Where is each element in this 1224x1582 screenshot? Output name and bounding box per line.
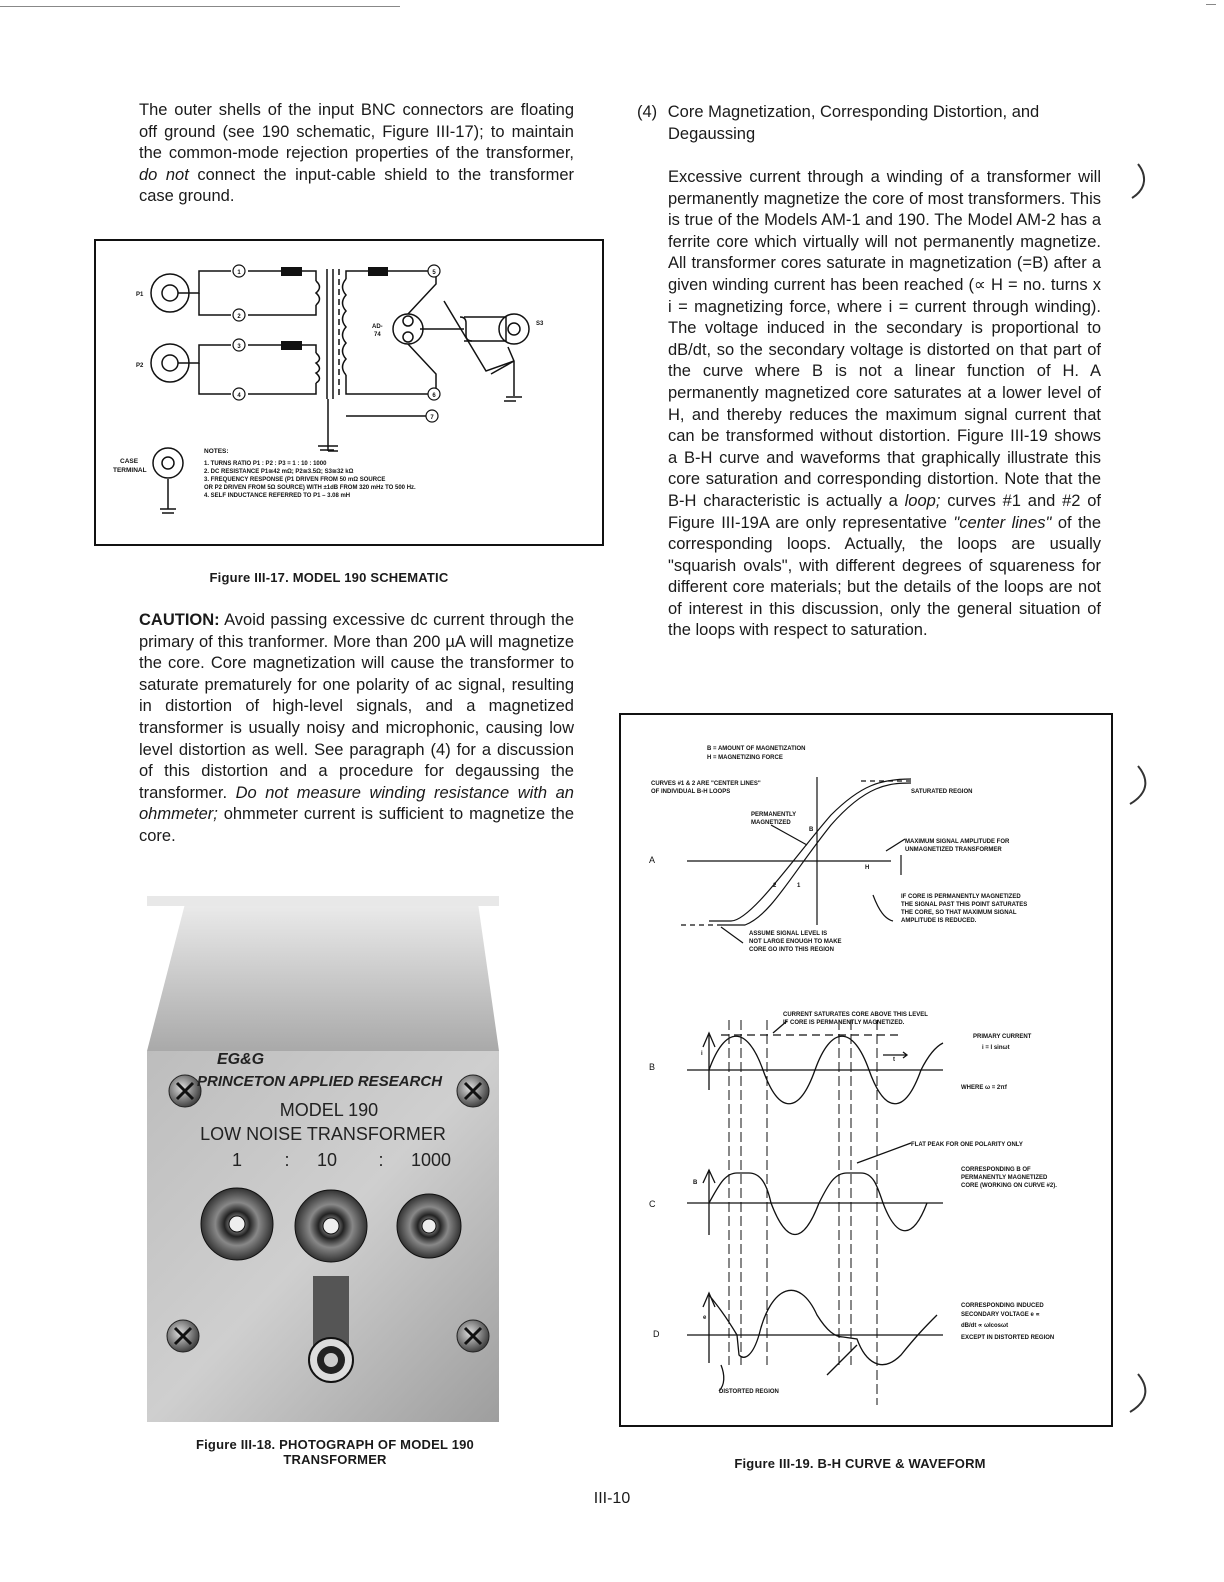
text-run: connect the input-cable shield to the transformer case ground. [139, 165, 575, 206]
assume-1: ASSUME SIGNAL LEVEL IS [749, 931, 828, 937]
e-axis-label: e [703, 1315, 707, 1321]
note-3b: OR P2 DRIVEN FROM 5Ω SOURCE) WITH ±1dB FROM 320 mHz TO 500 Hz. [204, 485, 416, 491]
p1-label: P1 [136, 292, 144, 298]
text-run: do not [139, 165, 189, 184]
section-heading [637, 102, 1107, 145]
note-1: 1. TURNS RATIO P1 : P2 : P3 = 1 : 10 : 1000 [204, 461, 327, 467]
text-run: The outer shells of the input BNC connectors are floating off ground (see 190 schematic, Figure III-17); to maintain the common-mode rejection properties of the transformer, [139, 101, 574, 163]
p2-label: P2 [136, 363, 144, 369]
if-core-3: THE CORE, SO THAT MAXIMUM SIGNAL [901, 910, 1017, 916]
panel-b: B [649, 1062, 656, 1072]
core-label-2: 74 [374, 332, 381, 338]
photo-ground-terminal [309, 1276, 353, 1382]
figure-17-schematic [94, 239, 604, 546]
if-core-4: AMPLITUDE IS REDUCED. [901, 918, 977, 924]
pin-5-label: 5 [432, 270, 436, 276]
primary-current-wave [687, 1021, 943, 1104]
schematic-drawing [96, 241, 602, 544]
figure-19-caption: Figure III-19. B-H CURVE & WAVEFORM [734, 1456, 986, 1471]
core-label: AD- [372, 324, 383, 330]
text-run: loop; [904, 491, 941, 510]
pin-4-label: 4 [237, 393, 241, 399]
photo-ratio-10: 10 [316, 1150, 338, 1170]
text-run: ohmmeter current is sufficient to magnetize the core. [139, 805, 574, 845]
margin-mark-1 [1124, 158, 1164, 208]
photo-brand: EG&G [217, 1051, 265, 1068]
top-right-mark [1206, 4, 1216, 5]
induced-voltage-wave [687, 1290, 943, 1391]
caution-paragraph [139, 610, 574, 848]
corresponding-b-2: PERMANENTLY MAGNETIZED [961, 1175, 1048, 1181]
photo-company: PRINCETON APPLIED RESEARCH [197, 1073, 443, 1090]
assume-3: CORE GO INTO THIS REGION [749, 947, 834, 953]
curve-2-label: 2 [773, 883, 777, 889]
corresponding-b-3: CORE (WORKING ON CURVE #2). [961, 1183, 1057, 1189]
pin-3-label: 3 [237, 344, 241, 350]
if-core-2: THE SIGNAL PAST THIS POINT SATURATES [901, 902, 1028, 908]
photo-product: LOW NOISE TRANSFORMER [200, 1124, 446, 1144]
photo-ratio-1: 1 [231, 1150, 243, 1170]
panel-a: A [649, 855, 656, 865]
axis-h-label: H [865, 865, 870, 871]
text-run: "center lines" [953, 513, 1052, 532]
curve-1-label: 1 [797, 883, 801, 889]
intro-paragraph [139, 100, 574, 208]
induced-1: CORRESPONDING INDUCED [961, 1303, 1044, 1309]
section-number: (4) [637, 103, 658, 121]
magnetized-label: MAGNETIZED [751, 820, 791, 826]
figure-18-caption-line-2: TRANSFORMER [283, 1452, 387, 1467]
text-run: CAUTION: [139, 611, 220, 629]
photo-ratio-1000: 1000 [410, 1150, 452, 1170]
max-signal-1: MAXIMUM SIGNAL AMPLITUDE FOR [905, 839, 1010, 845]
s3-label: S3 [536, 321, 544, 327]
figure-18-photo [147, 896, 499, 1422]
corresponding-b-1: CORRESPONDING B OF [961, 1167, 1031, 1173]
induced-4: EXCEPT IN DISTORTED REGION [961, 1335, 1055, 1341]
primary-current: PRIMARY CURRENT [973, 1034, 1032, 1040]
section-title-line-2: Degaussing [668, 124, 756, 143]
distorted-region: DISTORTED REGION [719, 1389, 779, 1395]
section-title-line-1: Core Magnetization, Corresponding Distortion, and [667, 103, 1040, 121]
pin-7-label: 7 [430, 415, 434, 421]
top-rule [0, 6, 400, 7]
figure-18-caption [150, 1437, 520, 1467]
legend-b: B = AMOUNT OF MAGNETIZATION [707, 746, 806, 752]
figure-18-caption-line-1: Figure III-18. PHOTOGRAPH OF MODEL 190 [195, 1437, 474, 1452]
curves-note-2: OF INDIVIDUAL B-H LOOPS [651, 789, 731, 795]
assume-2: NOT LARGE ENOUGH TO MAKE [749, 939, 842, 945]
legend-h: H = MAGNETIZING FORCE [707, 755, 783, 761]
figure-17-caption: Figure III-17. MODEL 190 SCHEMATIC [209, 570, 449, 585]
figure-19-bh-curve [619, 713, 1113, 1427]
saturated-region: SATURATED REGION [911, 789, 973, 795]
margin-mark-3 [1124, 1370, 1164, 1420]
text-run: Do not measure winding resistance with an ohmmeter; [139, 783, 574, 824]
pin-2-label: 2 [237, 314, 241, 320]
where-omega: WHERE ω = 2πf [961, 1085, 1007, 1091]
case-label: CASE [120, 458, 139, 465]
note-2: 2. DC RESISTANCE P1≅42 mΩ; P2≅3.5Ω; S3≅32 kΩ [204, 469, 354, 475]
note-3: 3. FREQUENCY RESPONSE (P1 DRIVEN FROM 50 mΩ SOURCE [204, 477, 386, 483]
corresponding-b-wave [687, 1143, 943, 1235]
max-signal-2: UNMAGNETIZED TRANSFORMER [905, 847, 1002, 853]
flat-peak: FLAT PEAK FOR ONE POLARITY ONLY [911, 1142, 1023, 1148]
i-axis-label: i [701, 1051, 703, 1057]
magnetization-paragraph [668, 167, 1101, 642]
text-run: curves #1 and #2 of Figure III-19A are only representative [668, 491, 1101, 532]
b-axis-label: B [693, 1180, 698, 1186]
terminal-label: TERMINAL [113, 467, 147, 474]
panel-d: D [653, 1329, 660, 1339]
induced-3: dB/dt ∝ ωIcosωt [961, 1323, 1009, 1329]
photo-model: MODEL 190 [279, 1100, 379, 1120]
photo-ratio-sep-2: : [378, 1150, 384, 1170]
notes-title: NOTES: [204, 448, 229, 455]
text-run: Avoid passing excessive dc current through the primary of this tranformer. More than 200 µA will magnetize the core. Core magnetization will cause the transformer to saturate prematurely for one polarity of ac signal, resulting in distortion of high-level signals, and a magnetized transformer is usually noisy and microphonic, causing low level distortion as well. See paragraph (4) for a discussion of this distortion and a procedure for degaussing the transformer. [139, 611, 574, 802]
text-run: Excessive current through a winding of a transformer will permanently magnetize the core of most transformers. This is true of the Models AM-1 and 190. The Model AM-2 has a ferrite core which virtually will not permanently magnetize. All transformer cores saturate in magnetization (=B) after a given winding current has been reached (∝ H = no. turns x i = magnetizing force, where i = current through winding). The voltage induced in the secondary is proportional to dB/dt, so the secondary voltage is distorted on that part of the curve where B is not a linear function of H. A permanently magnetized core saturates at a lower level of H, and thereby reduces the maximum signal current that can be transformed without distortion. Figure III-19 shows a B-H curve and waveforms that graphically illustrate this core saturation and corresponding distortion. Note that the B-H characteristic is actually a [668, 168, 1101, 510]
time-arrow-label: t [893, 1057, 895, 1063]
axis-b-label: B [809, 827, 814, 833]
panel-c: C [649, 1199, 656, 1209]
page-number: III-10 [593, 1490, 631, 1507]
primary-equation: i = I sinωt [982, 1045, 1010, 1051]
text-run: of the corresponding loops. Actually, the loops are usually "squarish ovals", with different degrees of squareness for different core materials; but the details of the loops are not of interest in this discussion, only the general situation of the loops with respect to saturation. [668, 513, 1101, 640]
photo-ratio-sep-1: : [284, 1150, 290, 1170]
curves-note-1: CURVES #1 & 2 ARE "CENTER LINES" [651, 781, 761, 787]
induced-2: SECONDARY VOLTAGE e ∝ [961, 1312, 1040, 1318]
bh-curve-drawing [621, 715, 1111, 1425]
photo-bnc-connectors [201, 1188, 461, 1262]
pin-1-label: 1 [237, 270, 241, 276]
permanently-label: PERMANENTLY [751, 812, 797, 818]
pin-6-label: 6 [432, 393, 436, 399]
current-saturates-2: IF CORE IS PERMANENTLY MAGNETIZED. [783, 1020, 905, 1026]
margin-mark-2 [1124, 762, 1164, 812]
note-4: 4. SELF INDUCTANCE REFERRED TO P1 – 3.08 mH [204, 493, 351, 499]
if-core-1: IF CORE IS PERMANENTLY MAGNETIZED [901, 894, 1021, 900]
current-saturates-1: CURRENT SATURATES CORE ABOVE THIS LEVEL [783, 1012, 928, 1018]
